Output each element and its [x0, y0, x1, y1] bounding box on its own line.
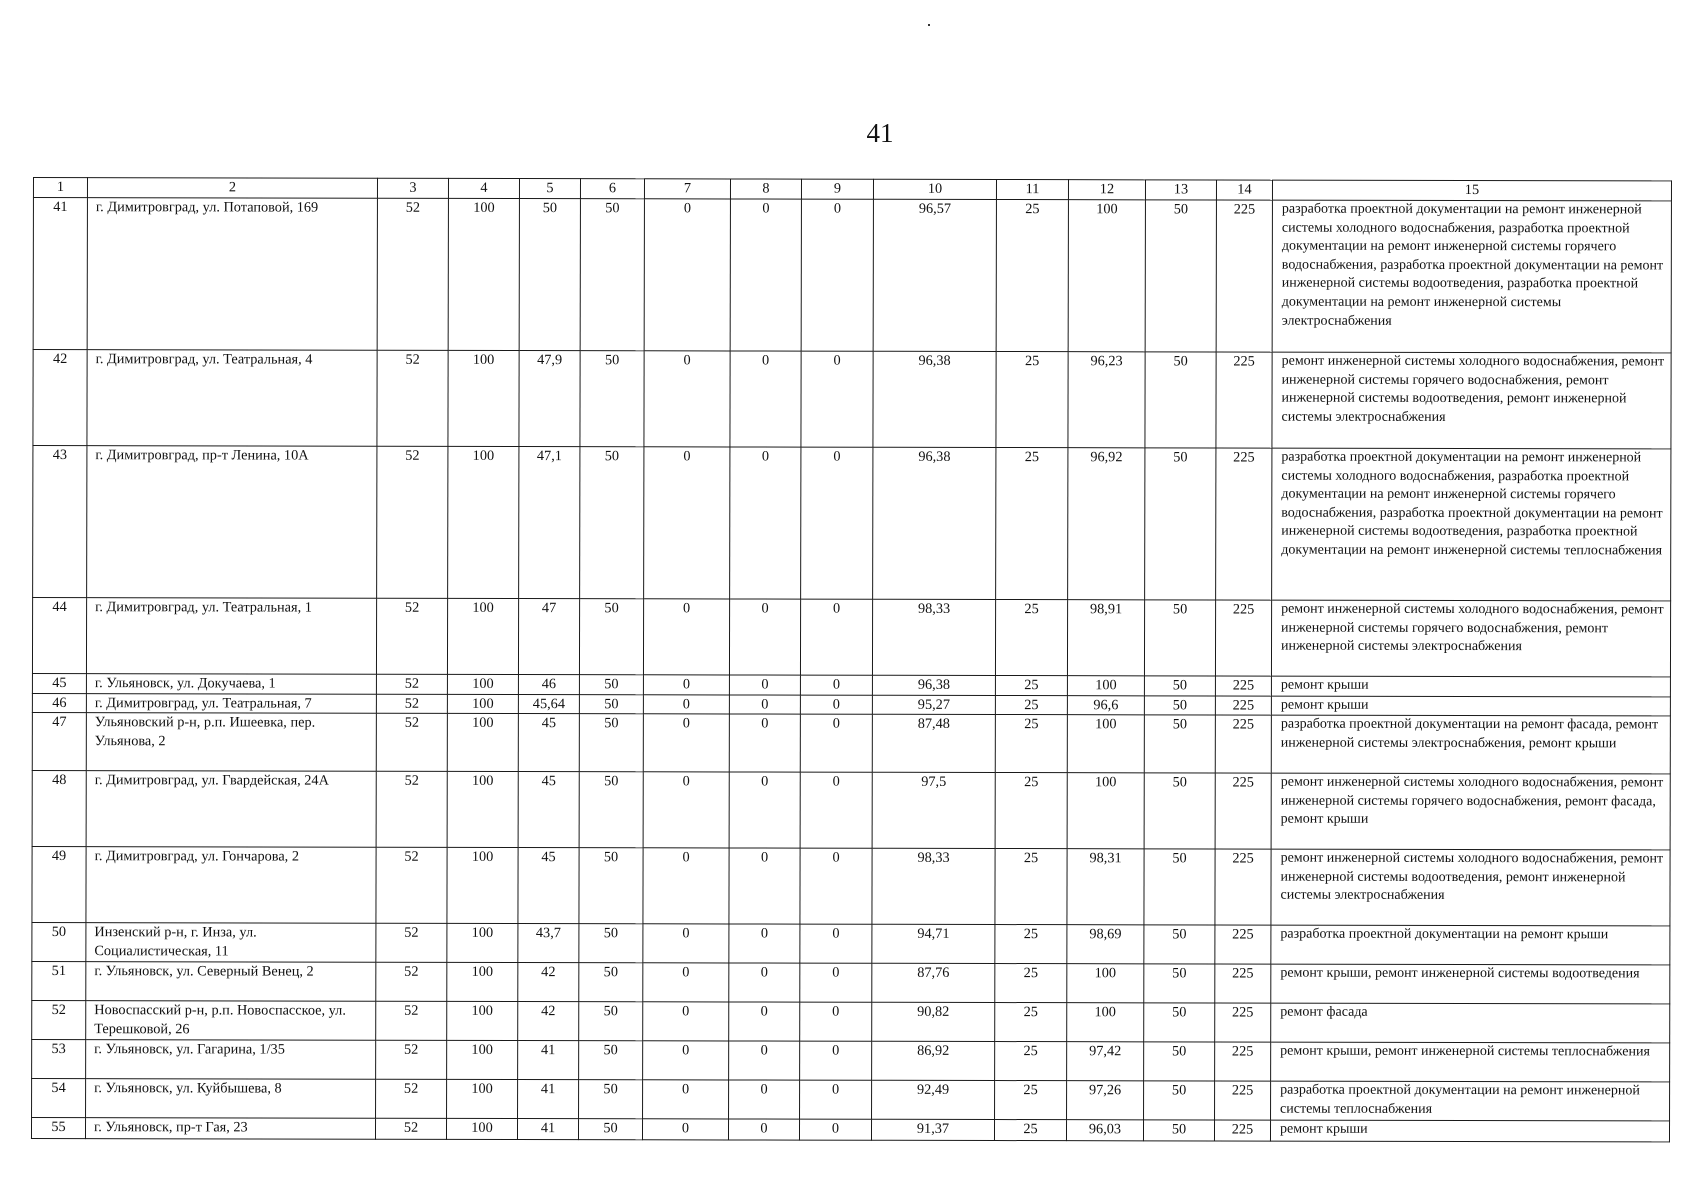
value-cell: 100	[447, 714, 518, 772]
value-cell: 52	[375, 1118, 446, 1139]
value-cell: 0	[800, 924, 872, 963]
row-number: 51	[32, 962, 86, 1001]
value-cell: 50	[1144, 1081, 1215, 1120]
row-number: 47	[32, 713, 86, 771]
value-cell: 96,03	[1066, 1120, 1143, 1141]
value-cell: 225	[1215, 696, 1271, 716]
value-cell: 96,38	[872, 675, 995, 695]
value-cell: 50	[1144, 773, 1215, 849]
value-cell: 100	[447, 848, 518, 924]
value-cell: 100	[447, 1002, 518, 1041]
table-row	[32, 1079, 1670, 1121]
column-header: 15	[1272, 180, 1671, 201]
value-cell: 97,42	[1067, 1042, 1144, 1081]
table-row	[33, 198, 1671, 353]
value-cell: 100	[1067, 676, 1144, 696]
value-cell: 50	[1143, 1120, 1214, 1141]
address-cell: Инзенский р-н, г. Инза, ул. Социалистическая, 11	[86, 923, 376, 963]
value-cell: 50	[578, 1119, 642, 1140]
value-cell: 52	[376, 962, 447, 1001]
works-cell: ремонт крыши	[1270, 1120, 1669, 1142]
address-cell: г. Димитровград, ул. Театральная, 1	[86, 598, 376, 675]
value-cell: 98,91	[1067, 600, 1144, 676]
value-cell: 0	[728, 1119, 799, 1140]
value-cell: 225	[1215, 925, 1271, 964]
value-cell: 96,38	[873, 447, 996, 599]
data-table-wrap	[31, 177, 1671, 1143]
value-cell: 25	[995, 676, 1067, 696]
table-row	[32, 962, 1670, 1004]
value-cell: 52	[376, 598, 447, 674]
column-header: 12	[1068, 180, 1145, 200]
value-cell: 50	[580, 351, 644, 447]
value-cell: 50	[1144, 849, 1215, 925]
row-number: 53	[32, 1040, 86, 1079]
value-cell: 42	[518, 963, 579, 1002]
value-cell: 0	[729, 1041, 800, 1080]
value-cell: 50	[580, 447, 644, 599]
value-cell: 0	[801, 447, 873, 599]
works-cell: ремонт инженерной системы холодного водоснабжения, ремонт инженерной системы горячего водоснабжения, ремонт инженерной системы водоотведения, ремонт инженерной системы электроснабжения	[1272, 352, 1671, 449]
value-cell: 225	[1216, 200, 1272, 352]
column-header: 1	[33, 178, 87, 198]
value-cell: 0	[644, 447, 730, 599]
value-cell: 100	[448, 350, 519, 446]
value-cell: 50	[1144, 925, 1215, 964]
table-row	[31, 1118, 1669, 1142]
value-cell: 91,37	[871, 1119, 994, 1140]
column-header: 6	[580, 179, 644, 199]
value-cell: 42	[518, 1002, 579, 1041]
column-header: 5	[519, 179, 580, 199]
value-cell: 50	[1144, 676, 1215, 696]
value-cell: 97,5	[872, 772, 995, 848]
row-number: 42	[33, 350, 87, 446]
value-cell: 0	[643, 1080, 729, 1119]
row-number: 45	[32, 673, 86, 693]
works-cell: ремонт крыши, ремонт инженерной системы теплоснабжения	[1271, 1042, 1670, 1082]
value-cell: 41	[518, 1041, 579, 1080]
table-row	[32, 1040, 1670, 1082]
address-cell: г. Ульяновск, пр-т Гая, 23	[85, 1118, 375, 1140]
value-cell: 0	[643, 772, 729, 848]
value-cell: 100	[1067, 715, 1144, 773]
address-cell: г. Димитровград, пр-т Ленина, 10А	[87, 446, 377, 599]
value-cell: 50	[1144, 695, 1215, 715]
address-cell: г. Димитровград, ул. Потаповой, 169	[87, 198, 377, 351]
value-cell: 25	[995, 1081, 1067, 1120]
table-row	[32, 923, 1670, 965]
address-cell: г. Димитровград, ул. Театральная, 4	[87, 350, 377, 447]
value-cell: 50	[579, 599, 643, 675]
value-cell: 0	[800, 1080, 872, 1119]
value-cell: 98,31	[1067, 849, 1144, 925]
table-row	[32, 1001, 1670, 1043]
value-cell: 0	[643, 848, 729, 924]
value-cell: 47,9	[519, 351, 580, 447]
value-cell: 47	[518, 599, 579, 675]
works-cell: разработка проектной документации на ремонт инженерной системы теплоснабжения	[1271, 1081, 1670, 1121]
column-header: 7	[644, 179, 730, 199]
value-cell: 46	[518, 675, 579, 695]
value-cell: 225	[1215, 600, 1271, 676]
value-cell: 47,1	[519, 447, 580, 599]
value-cell: 100	[447, 694, 518, 714]
value-cell: 0	[643, 694, 729, 714]
row-number: 46	[32, 693, 86, 713]
value-cell: 52	[376, 771, 447, 847]
value-cell: 50	[1144, 1003, 1215, 1042]
value-cell: 50	[1144, 964, 1215, 1003]
value-cell: 0	[729, 714, 800, 772]
value-cell: 0	[729, 772, 800, 848]
value-cell: 97,26	[1067, 1081, 1144, 1120]
value-cell: 0	[800, 695, 872, 715]
value-cell: 0	[643, 924, 729, 963]
value-cell: 0	[800, 1002, 872, 1041]
row-number: 54	[32, 1079, 86, 1118]
value-cell: 100	[1068, 200, 1145, 352]
value-cell: 50	[1144, 1042, 1215, 1081]
value-cell: 225	[1215, 773, 1271, 849]
value-cell: 225	[1215, 1042, 1271, 1081]
value-cell: 94,71	[872, 924, 995, 963]
value-cell: 98,33	[872, 599, 995, 675]
value-cell: 225	[1215, 1003, 1271, 1042]
column-header: 2	[87, 178, 377, 199]
value-cell: 0	[644, 199, 730, 351]
value-cell: 96,92	[1068, 448, 1145, 600]
value-cell: 50	[579, 963, 643, 1002]
value-cell: 50	[580, 199, 644, 351]
value-cell: 0	[729, 1002, 800, 1041]
value-cell: 25	[995, 695, 1067, 715]
value-cell: 0	[643, 675, 729, 695]
value-cell: 50	[1145, 200, 1216, 352]
value-cell: 225	[1216, 352, 1272, 448]
column-header: 3	[377, 178, 448, 198]
value-cell: 100	[1067, 1003, 1144, 1042]
row-number: 55	[31, 1118, 85, 1139]
works-cell: разработка проектной документации на ремонт фасада, ремонт инженерной системы электроснабжения, ремонт крыши	[1271, 715, 1670, 774]
table-row	[32, 598, 1670, 677]
value-cell: 0	[730, 199, 801, 351]
works-cell: ремонт инженерной системы холодного водоснабжения, ремонт инженерной системы горячего водоснабжения, ремонт фасада, ремонт крыши	[1271, 773, 1670, 850]
value-cell: 0	[800, 772, 872, 848]
value-cell: 25	[996, 200, 1068, 352]
table-row	[32, 713, 1670, 774]
value-cell: 0	[800, 714, 872, 772]
value-cell: 96,38	[873, 351, 996, 447]
column-header: 11	[996, 180, 1068, 200]
value-cell: 50	[1145, 448, 1216, 600]
value-cell: 96,6	[1067, 695, 1144, 715]
value-cell: 86,92	[872, 1041, 995, 1080]
address-cell: Ульяновский р-н, р.п. Ишеевка, пер. Ульянова, 2	[86, 713, 376, 772]
value-cell: 100	[447, 674, 518, 694]
value-cell: 52	[376, 923, 447, 962]
value-cell: 50	[579, 694, 643, 714]
value-cell: 25	[994, 1120, 1066, 1141]
value-cell: 52	[376, 1040, 447, 1079]
row-number: 44	[32, 598, 86, 674]
value-cell: 0	[729, 848, 800, 924]
value-cell: 45	[518, 848, 579, 924]
value-cell: 50	[579, 675, 643, 695]
value-cell: 25	[995, 1003, 1067, 1042]
value-cell: 0	[729, 1080, 800, 1119]
column-header: 4	[448, 178, 519, 198]
value-cell: 0	[800, 848, 872, 924]
value-cell: 25	[995, 773, 1067, 849]
value-cell: 0	[800, 963, 872, 1002]
value-cell: 45	[518, 714, 579, 772]
value-cell: 96,57	[873, 199, 996, 351]
works-cell: ремонт крыши, ремонт инженерной системы водоотведения	[1271, 964, 1670, 1004]
data-table	[31, 177, 1672, 1143]
address-cell: г. Димитровград, ул. Театральная, 7	[86, 693, 376, 713]
row-number: 49	[32, 847, 86, 923]
table-body	[31, 178, 1671, 1143]
value-cell: 52	[376, 694, 447, 714]
value-cell: 100	[448, 198, 519, 350]
value-cell: 0	[643, 1041, 729, 1080]
value-cell: 50	[579, 1041, 643, 1080]
column-header: 13	[1145, 180, 1216, 200]
works-cell: ремонт инженерной системы холодного водоснабжения, ремонт инженерной системы водоотведения, ремонт инженерной системы электроснабжения	[1271, 849, 1670, 926]
row-number: 41	[33, 198, 87, 350]
value-cell: 100	[447, 772, 518, 848]
value-cell: 100	[447, 598, 518, 674]
value-cell: 50	[579, 1080, 643, 1119]
table-row	[32, 847, 1670, 926]
value-cell: 0	[729, 924, 800, 963]
value-cell: 0	[729, 599, 800, 675]
works-cell: ремонт инженерной системы холодного водоснабжения, ремонт инженерной системы горячего водоснабжения, ремонт инженерной системы электроснабжения	[1271, 600, 1670, 677]
value-cell: 0	[729, 695, 800, 715]
works-cell: ремонт крыши	[1271, 676, 1670, 696]
value-cell: 100	[1067, 964, 1144, 1003]
address-cell: г. Димитровград, ул. Гвардейская, 24А	[86, 771, 376, 848]
table-row	[33, 446, 1671, 601]
value-cell: 50	[1145, 352, 1216, 448]
value-cell: 50	[579, 714, 643, 772]
value-cell: 0	[800, 675, 872, 695]
value-cell: 52	[376, 1079, 447, 1118]
works-cell: разработка проектной документации на ремонт крыши	[1271, 925, 1670, 965]
value-cell: 45,64	[518, 694, 579, 714]
value-cell: 87,76	[872, 963, 995, 1002]
value-cell: 0	[643, 963, 729, 1002]
value-cell: 87,48	[872, 714, 995, 772]
address-cell: Новоспасский р-н, р.п. Новоспасское, ул. Терешковой, 26	[86, 1001, 376, 1041]
value-cell: 96,23	[1068, 352, 1145, 448]
value-cell: 225	[1214, 1120, 1270, 1141]
value-cell: 100	[1067, 773, 1144, 849]
works-cell: разработка проектной документации на ремонт инженерной системы холодного водоснабжения, разработка проектной документации на ремонт инженерной системы горячего водоснабжения, разработка проектной документации на ремонт инженерной системы водоотведения, разработка проектной документации на ремонт инженерной системы теплоснабжения	[1272, 448, 1671, 601]
address-cell: г. Ульяновск, ул. Северный Венец, 2	[86, 962, 376, 1002]
value-cell: 100	[448, 446, 519, 598]
value-cell: 98,33	[872, 848, 995, 924]
page-number: 41	[866, 118, 894, 148]
value-cell: 25	[995, 715, 1067, 773]
value-cell: 225	[1215, 1081, 1271, 1120]
value-cell: 52	[376, 847, 447, 923]
value-cell: 50	[519, 199, 580, 351]
value-cell: 25	[995, 1042, 1067, 1081]
value-cell: 225	[1215, 676, 1271, 696]
value-cell: 52	[377, 350, 448, 446]
column-header: 14	[1216, 180, 1272, 200]
value-cell: 52	[376, 1001, 447, 1040]
value-cell: 50	[1144, 715, 1215, 773]
value-cell: 0	[801, 351, 873, 447]
address-cell: г. Ульяновск, ул. Докучаева, 1	[86, 674, 376, 694]
table-row	[32, 771, 1670, 850]
value-cell: 25	[995, 849, 1067, 925]
value-cell: 98,69	[1067, 925, 1144, 964]
column-header: 9	[801, 179, 873, 199]
works-cell: ремонт крыши	[1271, 696, 1670, 716]
address-cell: г. Ульяновск, ул. Куйбышева, 8	[86, 1079, 376, 1119]
value-cell: 25	[995, 600, 1067, 676]
value-cell: 100	[447, 963, 518, 1002]
column-header: 10	[873, 179, 996, 199]
scan-speck	[928, 24, 930, 26]
value-cell: 52	[376, 674, 447, 694]
row-number: 43	[33, 446, 87, 598]
value-cell: 41	[517, 1119, 578, 1140]
value-cell: 0	[729, 675, 800, 695]
value-cell: 52	[376, 713, 447, 771]
value-cell: 0	[643, 599, 729, 675]
value-cell: 0	[644, 351, 730, 447]
value-cell: 92,49	[872, 1080, 995, 1119]
value-cell: 50	[579, 924, 643, 963]
value-cell: 50	[579, 848, 643, 924]
works-cell: ремонт фасада	[1271, 1003, 1670, 1043]
value-cell: 100	[447, 1041, 518, 1080]
value-cell: 43,7	[518, 924, 579, 963]
value-cell: 50	[579, 772, 643, 848]
value-cell: 41	[518, 1080, 579, 1119]
address-cell: г. Ульяновск, ул. Гагарина, 1/35	[86, 1040, 376, 1080]
works-cell: разработка проектной документации на ремонт инженерной системы холодного водоснабжения, разработка проектной документации на ремонт инженерной системы горячего водоснабжения, разработка проектной документации на ремонт инженерной системы водоотведения, разработка проектной документации на ремонт инженерной системы электроснабжения	[1272, 200, 1671, 353]
value-cell: 50	[579, 1002, 643, 1041]
value-cell: 225	[1215, 715, 1271, 773]
value-cell: 95,27	[872, 695, 995, 715]
value-cell: 0	[729, 963, 800, 1002]
value-cell: 225	[1216, 448, 1272, 600]
value-cell: 0	[642, 1119, 728, 1140]
value-cell: 225	[1215, 964, 1271, 1003]
value-cell: 0	[800, 1041, 872, 1080]
column-header: 8	[730, 179, 801, 199]
value-cell: 25	[995, 925, 1067, 964]
value-cell: 25	[996, 352, 1068, 448]
value-cell: 0	[799, 1119, 871, 1140]
value-cell: 52	[377, 446, 448, 598]
row-number: 48	[32, 771, 86, 847]
value-cell: 0	[643, 714, 729, 772]
row-number: 50	[32, 923, 86, 962]
row-number: 52	[32, 1001, 86, 1040]
value-cell: 90,82	[872, 1002, 995, 1041]
value-cell: 100	[447, 1080, 518, 1119]
value-cell: 50	[1144, 600, 1215, 676]
value-cell: 225	[1215, 849, 1271, 925]
table-row	[33, 350, 1671, 449]
value-cell: 0	[730, 351, 801, 447]
value-cell: 0	[800, 599, 872, 675]
address-cell: г. Димитровград, ул. Гончарова, 2	[86, 847, 376, 924]
value-cell: 0	[643, 1002, 729, 1041]
value-cell: 45	[518, 772, 579, 848]
value-cell: 0	[730, 447, 801, 599]
value-cell: 0	[801, 199, 873, 351]
table-row	[32, 693, 1670, 716]
value-cell: 52	[377, 198, 448, 350]
value-cell: 25	[995, 964, 1067, 1003]
value-cell: 25	[996, 448, 1068, 600]
value-cell: 100	[447, 924, 518, 963]
value-cell: 100	[446, 1119, 517, 1140]
